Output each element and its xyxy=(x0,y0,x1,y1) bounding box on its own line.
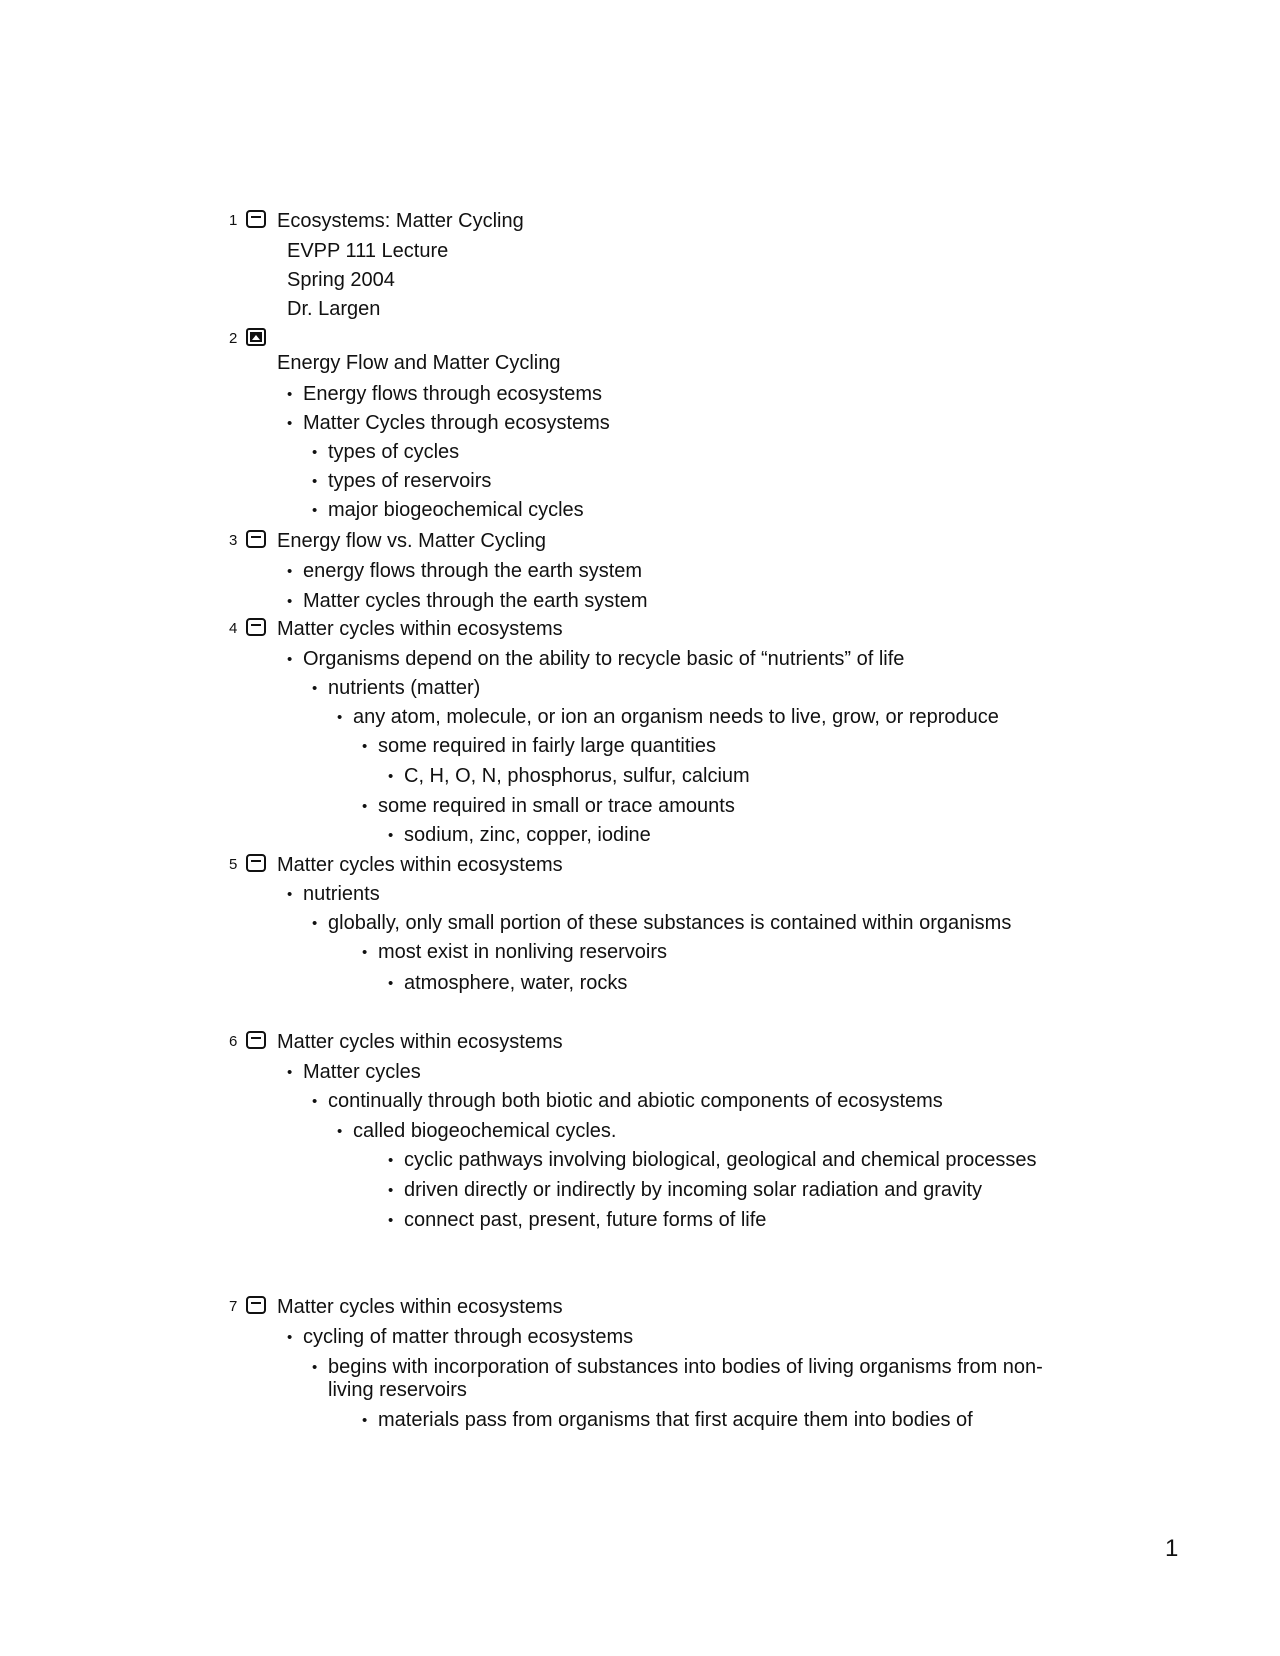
slide-icon xyxy=(246,854,266,872)
slide-icon xyxy=(246,618,266,636)
bullet-item: • Energy flows through ecosystems xyxy=(303,383,602,406)
slide-icon xyxy=(246,210,266,228)
text-line: EVPP 111 Lecture xyxy=(287,240,449,262)
text-line: Dr. Largen xyxy=(287,298,381,320)
bullet-item: • cyclic pathways involving biological, geological and chemical processes xyxy=(404,1149,1037,1172)
slide-icon xyxy=(246,1031,266,1049)
slide-title: Ecosystems: Matter Cycling xyxy=(277,210,524,232)
text-line: Spring 2004 xyxy=(287,269,395,291)
slide-icon xyxy=(246,530,266,548)
bullet-item: • most exist in nonliving reservoirs xyxy=(378,941,667,964)
slide-number: 2 xyxy=(229,330,238,347)
slide-title: Energy flow vs. Matter Cycling xyxy=(277,530,546,552)
slide-title: Matter cycles within ecosystems xyxy=(277,618,563,640)
slide-number: 4 xyxy=(229,620,238,637)
slide-title: Matter cycles within ecosystems xyxy=(277,1296,563,1318)
bullet-item: • types of cycles xyxy=(328,441,459,464)
bullet-item: • sodium, zinc, copper, iodine xyxy=(404,824,651,847)
slide-icon xyxy=(246,1296,266,1314)
bullet-item: • major biogeochemical cycles xyxy=(328,499,584,522)
slide-title: Energy Flow and Matter Cycling xyxy=(277,352,561,374)
bullet-item: • cycling of matter through ecosystems xyxy=(303,1326,633,1349)
bullet-item: • begins with incorporation of substances into bodies of living organisms from non-living reservoirs xyxy=(328,1356,1063,1402)
slide-number: 3 xyxy=(229,532,238,549)
bullet-item: • continually through both biotic and abiotic components of ecosystems xyxy=(328,1090,943,1113)
bullet-item: • some required in small or trace amounts xyxy=(378,795,735,818)
bullet-item: • any atom, molecule, or ion an organism needs to live, grow, or reproduce xyxy=(353,706,999,729)
bullet-item: • called biogeochemical cycles. xyxy=(353,1120,616,1143)
slide-number: 6 xyxy=(229,1033,238,1050)
slide-title: Matter cycles within ecosystems xyxy=(277,1031,563,1053)
bullet-item: • Matter Cycles through ecosystems xyxy=(303,412,610,435)
bullet-item: • Matter cycles through the earth system xyxy=(303,590,648,613)
slide-number: 1 xyxy=(229,212,238,229)
slide-number: 7 xyxy=(229,1298,238,1315)
bullet-item: • types of reservoirs xyxy=(328,470,491,493)
bullet-item: • atmosphere, water, rocks xyxy=(404,972,627,995)
bullet-item: • Organisms depend on the ability to recycle basic of “nutrients” of life xyxy=(303,648,904,671)
bullet-item: • Matter cycles xyxy=(303,1061,421,1084)
bullet-item: • nutrients (matter) xyxy=(328,677,480,700)
bullet-item: • connect past, present, future forms of life xyxy=(404,1209,766,1232)
bullet-item: • driven directly or indirectly by incoming solar radiation and gravity xyxy=(404,1179,982,1202)
bullet-item: • some required in fairly large quantities xyxy=(378,735,716,758)
slide-title: Matter cycles within ecosystems xyxy=(277,854,563,876)
image-slide-icon xyxy=(246,328,266,346)
page-number: 1 xyxy=(1165,1535,1179,1562)
bullet-item: • energy flows through the earth system xyxy=(303,560,642,583)
bullet-item: • nutrients xyxy=(303,883,380,906)
bullet-item: • globally, only small portion of these substances is contained within organisms xyxy=(328,912,1011,935)
bullet-item: • C, H, O, N, phosphorus, sulfur, calcium xyxy=(404,765,750,788)
bullet-item: • materials pass from organisms that first acquire them into bodies of xyxy=(378,1409,973,1432)
slide-number: 5 xyxy=(229,856,238,873)
